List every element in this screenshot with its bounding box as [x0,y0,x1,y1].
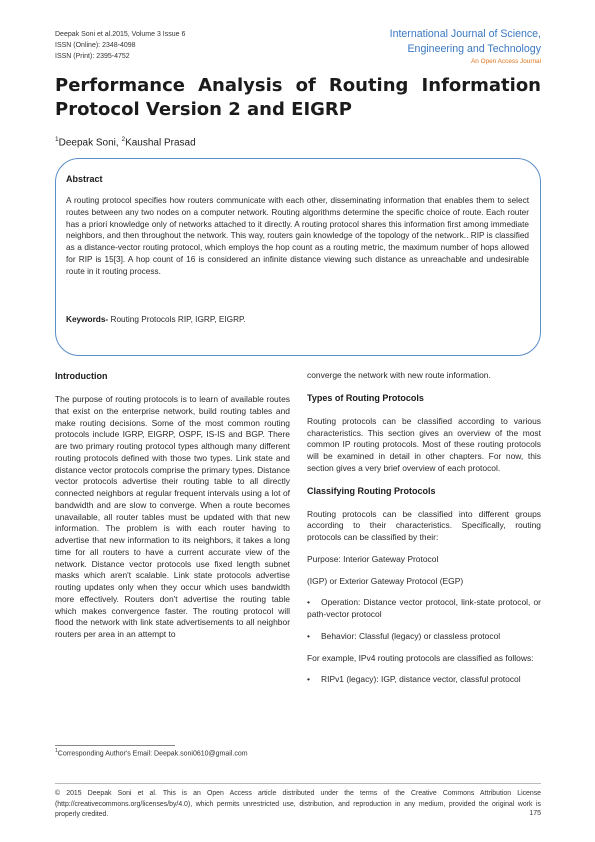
right-column [307,370,541,696]
author-list [55,136,196,148]
list-item [307,674,541,686]
issn-print: ISSN (Print): 2395-4752 [55,53,130,60]
footnote [55,748,248,757]
author1-mark: 1 [55,136,59,143]
purpose-line: Purpose: Interior Gateway Protocol [307,553,439,564]
list-item [307,597,541,621]
license-text: © 2015 Deepak Soni et al. This is an Open Access article distributed under the terms of the Creative Commons Attribution License (http://creativecommons.org/licenses/by/4.0), which permits unrestricted use, distribution, and reproduction in any medium, provided the original work is properly credited. [55,790,541,818]
footnote-mark: 1 [55,748,58,754]
introduction-continuation: converge the network with new route information. [307,370,491,380]
bullet-icon: • [307,597,310,608]
bullet-icon: • [307,630,310,641]
keywords-line [66,315,246,324]
journal-name-line2: Engineering and Technology [407,42,541,55]
footnote-divider [55,745,175,746]
keywords-text: Routing Protocols RIP, IGRP, EIGRP. [108,315,246,324]
bullet-text-behavior: Behavior: Classful (legacy) or classless protocol [321,630,501,641]
abstract-heading: Abstract [66,174,103,184]
classifying-paragraph: Routing protocols can be classified into different groups according to their characteristics. Specifically, routing protocols can be classified by their: [307,508,541,542]
bullet-text-ripv1: RIPv1 (legacy): IGP, distance vector, classful protocol [321,674,521,685]
types-paragraph: Routing protocols can be classified according to various characteristics. This section gives an overview of the most common IP routing protocols. Most of these routing protocols will be examined in detail in other chapters. For now, this section gives a very brief overview of each protocol. [307,415,541,473]
author2-mark: 2 [121,136,126,143]
left-column [55,370,290,651]
bullet-icon: • [307,674,310,685]
types-heading: Types of Routing Protocols [307,392,424,403]
issn-online: ISSN (Online): 2348-4098 [55,42,136,49]
classifying-heading: Classifying Routing Protocols [307,485,436,496]
open-access-label: An Open Access Journal [471,58,541,65]
author2-name: Kaushal Prasad [125,137,196,149]
header-citation-block [55,29,185,62]
introduction-heading: Introduction [55,371,108,381]
citation-line: Deepak Soni et al.2015, Volume 3 Issue 6 [55,31,186,38]
introduction-paragraph: The purpose of routing protocols is to learn of available routes that exist on the enterprise network, build routing tables and make routing decisions. Some of the most common routing protocols include IGRP, EIGRP, OSPF, IS-IS and BGP. There are two primary routing protocol types although many different routing protocols defined with those two types. Link state and distance vector protocols comprise the primary types. Distance vector protocols advertise their routing table to all directly connected neighbors at regular frequent intervals using a lot of bandwidth and are slow to converge. When a route becomes unavailable, all router tables must be updated with that new information. The problem is with each router having to advertise that new information to its neighbors, it takes a long time for all routers to have a current accurate view of the network. Distance vector protocols use fixed length subnet masks which aren't scalable. Link state protocols advertise routing updates only when they occur which uses bandwidth more effectively. Routers don't advertise the routing table which makes convergence faster. The routing protocol will flood the network with link state advertisements to all neighbor routers per area in an attempt to [55,394,290,639]
page-number: 175 [529,810,541,817]
list-item [307,631,541,643]
footer-divider [55,783,541,784]
journal-name-line1: International Journal of Science, [389,28,541,40]
footnote-text: Corresponding Author's Email: Deepak.soni0610@gmail.com [57,750,248,758]
purpose-line-2: (IGP) or Exterior Gateway Protocol (EGP) [307,575,464,586]
journal-name-block [390,27,541,66]
bullet-text-operation: Operation: Distance vector protocol, link-state protocol, or path-vector protocol [307,597,541,619]
author1-name: Deepak Soni, [58,137,122,149]
paper-title [55,74,541,122]
paper-title-line2: Protocol Version 2 and EIGRP [55,99,352,120]
paper-title-line1: Performance Analysis of Routing Information [55,75,541,96]
example-paragraph: For example, IPv4 routing protocols are classified as follows: [307,652,534,663]
abstract-text: A routing protocol specifies how routers communicate with each other, disseminating information that enables them to select routes between any two nodes on a computer network. Routing algorithms determine the specific choice of route. Each router has a priori knowledge only of networks attached to it directly. A routing protocol shares this information first among immediate neighbors, and then throughout the network. This way, routers gain knowledge of the topology of the network.. RIP is classified as a distance-vector routing protocol, which employs the hop count as a routing metric, the maximum number of hops allowed for RIP is 15[3]. A hop count of 16 is considered an infinite distance viewing such distance as unreachable and undesirable route in it routing process. [66,196,529,276]
keywords-label: Keywords- [66,315,109,324]
